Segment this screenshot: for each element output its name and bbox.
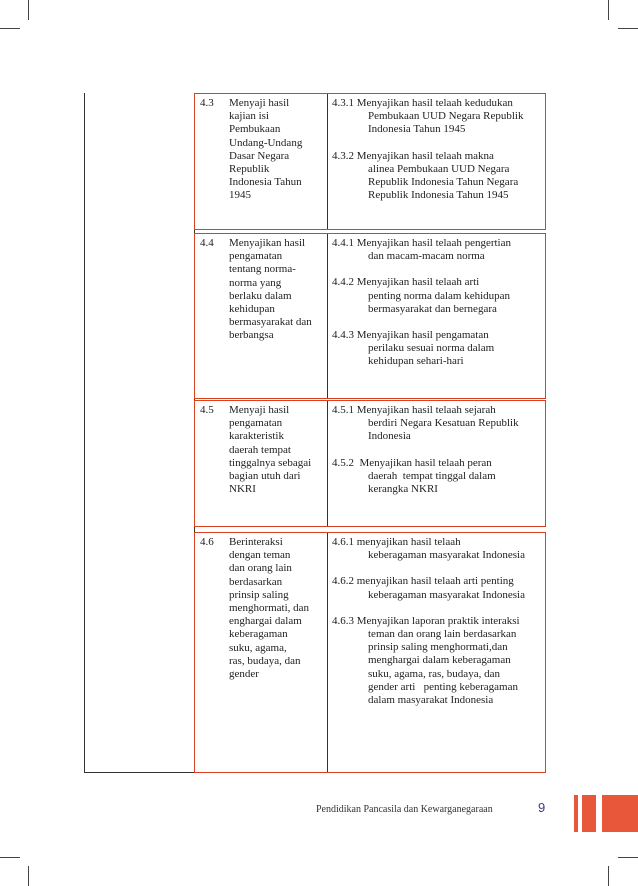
title-line: kehidupan [229,303,275,316]
indicator-item [332,150,544,203]
title-line: pengamatan [229,250,283,263]
indicator-item [332,615,544,707]
indicator-line: bermasyarakat dan bernegara [368,302,497,315]
table-left-border [84,93,85,773]
indicator-item [332,536,544,562]
title-line: berdasarkan [229,575,283,588]
indicator-line: keberagaman masyarakat Indonesia [368,588,525,601]
crop-mark-top-left-v [28,0,29,20]
title-line: Undang-Undang [229,136,303,149]
crop-mark-bottom-right-h [618,857,638,858]
indicator-item [332,575,544,601]
indicator-line: suku, agama, ras, budaya, dan [368,667,500,680]
title-line: keberagaman [229,628,288,641]
cell-divider [327,401,328,526]
indicator-line: Menyajikan laporan praktik interaksi [356,614,520,627]
title-line: enghargai dalam [229,615,302,628]
indicator-line: Menyajikan hasil telaah sejarah [356,404,496,416]
indicator-code: 4.6.3 [332,614,354,627]
indicator-line: prinsip saling menghormati,dan [368,641,508,654]
title-line: Pembukaan [229,123,281,136]
crop-mark-bottom-left-v [28,866,29,886]
indicator-line: berdiri Negara Kesatuan Republik [368,417,519,430]
indicator-list [332,404,544,509]
competency-number: 4.4 [200,237,214,249]
competency-title [229,97,327,203]
title-line: suku, agama, [229,641,287,654]
page-number: 9 [538,800,546,815]
indicator-line: teman dan orang lain berdasarkan [368,628,517,641]
table-row [194,400,546,527]
indicator-line: Indonesia Tahun 1945 [368,123,466,136]
indicator-code: 4.3.1 [332,97,354,109]
crop-mark-bottom-left-h [0,857,20,858]
indicator-line: dan macam-macam norma [368,250,485,263]
indicator-line: Menyajikan hasil telaah pengertian [356,237,511,249]
indicator-line: menyajikan hasil telaah [356,536,461,548]
indicator-line: Menyajikan hasil telaah kedudukan [356,97,513,109]
indicator-line: Republik Indonesia Tahun Negara [368,176,519,189]
title-line: Indonesia Tahun [229,176,302,189]
indicator-code: 4.5.2 [332,456,354,469]
indicator-line: gender arti penting keberagaman [368,680,518,693]
title-line: Menyajikan hasil [229,237,306,249]
indicator-item [332,276,544,316]
title-line: tinggalnya sebagai [229,456,312,469]
indicator-code: 4.6.2 [332,575,354,588]
indicator-line: daerah tempat tinggal dalam [368,469,496,482]
indicator-item [332,97,544,137]
indicator-line: dalam masyarakat Indonesia [368,694,494,707]
table-row [194,532,546,773]
title-line: menghormati, dan [229,602,310,615]
indicator-line: alinea Pembukaan UUD Negara [368,162,510,175]
cell-divider [327,234,328,398]
indicator-list [332,536,544,720]
crop-mark-top-right-v [608,0,609,20]
title-line: pengamatan [229,417,283,430]
title-line: Republik [229,163,270,176]
indicator-item [332,457,544,497]
indicator-line: Menyajikan hasil telaah arti [356,276,480,289]
title-line: prinsip saling [229,588,289,601]
indicator-line: Republik Indonesia Tahun 1945 [368,189,509,202]
title-line: norma yang [229,276,282,289]
title-line: gender [229,668,259,681]
table-row [194,93,546,230]
indicator-list [332,97,544,215]
title-line: tentang norma- [229,263,296,276]
indicator-line: menyajikan hasil telaah arti penting [356,575,514,588]
footer-accent-bar-edge [602,795,638,832]
competency-number: 4.5 [200,404,214,416]
footer-book-title: Pendidikan Pancasila dan Kewarganegaraan [316,804,493,815]
title-line: bagian utuh dari [229,470,301,483]
title-line: daerah tempat [229,443,291,456]
indicator-line: menghargai dalam keberagaman [368,654,511,667]
title-line: dengan teman [229,549,291,562]
indicator-code: 4.4.2 [332,276,354,289]
indicator-item [332,404,544,444]
indicator-line: Menyajikan hasil telaah makna [356,149,494,162]
indicator-code: 4.4.1 [332,237,354,249]
table-row [194,233,546,399]
crop-mark-bottom-right-v [608,866,609,886]
cell-divider [327,533,328,772]
indicator-line: Menyajikan hasil pengamatan [356,329,489,342]
indicator-line: kehidupan sehari-hari [368,355,464,368]
indicator-code: 4.6.1 [332,536,354,548]
footer-accent-bar-wide [582,795,596,832]
title-line: dan orang lain [229,562,292,575]
footer-accent-bar-thin [574,795,578,832]
indicator-code: 4.5.1 [332,404,354,416]
competency-title [229,404,327,496]
title-line: karakteristik [229,430,284,443]
indicator-code: 4.3.2 [332,149,354,162]
indicator-line: kerangka NKRI [368,483,438,496]
title-line: NKRI [229,483,256,496]
competency-title [229,237,327,343]
competency-number: 4.3 [200,97,214,109]
title-line: kajian isi [229,110,270,123]
indicator-line: Menyajikan hasil telaah peran [359,456,492,469]
title-line: Berinteraksi [229,536,283,548]
indicator-line: keberagaman masyarakat Indonesia [368,549,525,562]
indicator-item [332,329,544,369]
competency-number: 4.6 [200,536,214,548]
table-bottom-border [84,772,194,773]
crop-mark-top-right-h [618,28,638,29]
indicator-line: perilaku sesuai norma dalam [368,342,495,355]
indicator-line: Indonesia [368,430,411,443]
indicator-code: 4.4.3 [332,329,354,342]
cell-divider [327,94,328,229]
title-line: ras, budaya, dan [229,654,301,667]
title-line: 1945 [229,189,251,202]
indicator-line: Pembukaan UUD Negara Republik [368,110,524,123]
title-line: Menyaji hasil [229,404,290,416]
indicator-line: penting norma dalam kehidupan [368,289,511,302]
crop-mark-top-left-h [0,28,20,29]
title-line: Dasar Negara [229,149,290,162]
title-line: Menyaji hasil [229,97,290,109]
indicator-list [332,237,544,382]
title-line: berbangsa [229,329,274,342]
competency-title [229,536,327,681]
title-line: berlaku dalam [229,289,292,302]
title-line: bermasyarakat dan [229,316,312,329]
indicator-item [332,237,544,263]
